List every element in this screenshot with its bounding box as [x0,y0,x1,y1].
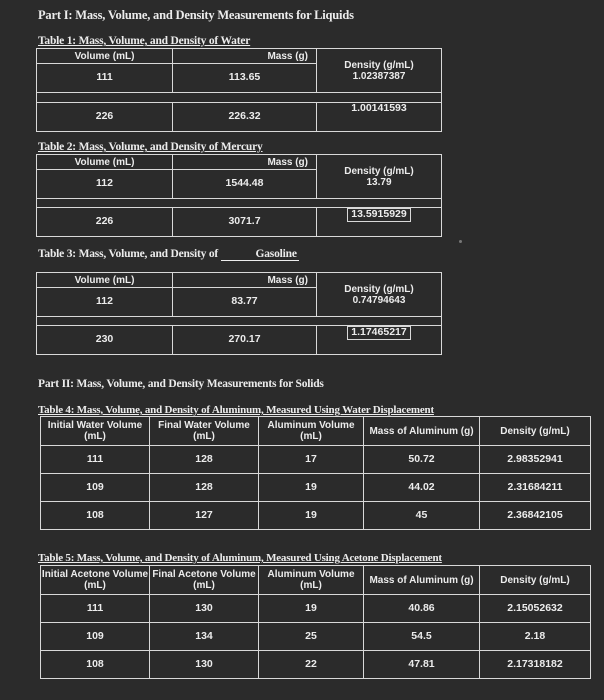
table3-mass-2: 270.17 [173,326,317,355]
table3-density-2-value: 1.17465217 [347,326,410,340]
table4-density-1: 2.98352941 [480,446,591,474]
table4-header-density: Density (g/mL) [480,417,591,446]
table5 [40,565,591,679]
table4-header-mass: Mass of Aluminum (g) [364,417,480,446]
table3-density-2 [317,326,442,355]
table4-al-volume-3: 19 [259,502,364,530]
table5-al-volume-3: 22 [259,651,364,679]
table1-mass-1: 113.65 [173,64,317,93]
table5-final-1: 130 [150,595,259,623]
table4-row [41,474,591,502]
table4-mass-3: 45 [364,502,480,530]
table4-mass-1: 50.72 [364,446,480,474]
table1-density-2: 1.00141593 [317,103,442,132]
table5-al-volume-1: 19 [259,595,364,623]
table4-final-2: 128 [150,474,259,502]
table2-header-volume: Volume (mL) [37,155,173,170]
table4 [40,416,591,530]
table2-volume-1: 112 [37,170,173,199]
table2-caption: Table 2: Mass, Volume, and Density of Mercury [38,141,263,153]
table5-caption: Table 5: Mass, Volume, and Density of Aluminum, Measured Using Acetone Displacement [38,552,442,564]
table1-header-volume: Volume (mL) [37,49,173,64]
table4-row [41,446,591,474]
table5-header-density: Density (g/mL) [480,566,591,595]
table5-header-mass: Mass of Aluminum (g) [364,566,480,595]
table5-header-final: Final Acetone Volume (mL) [150,566,259,595]
table5-density-1: 2.15052632 [480,595,591,623]
table5-final-3: 130 [150,651,259,679]
table4-final-1: 128 [150,446,259,474]
table3-mass-1: 83.77 [173,288,317,317]
table1-volume-1: 111 [37,64,173,93]
table5-initial-1: 111 [41,595,150,623]
table5-al-volume-2: 25 [259,623,364,651]
table3-header-mass: Mass (g) [173,273,317,288]
table4-header-al-volume: Aluminum Volume (mL) [259,417,364,446]
table3-caption-blank: Gasoline [221,248,299,261]
table5-row [41,623,591,651]
part2-heading: Part II: Mass, Volume, and Density Measurements for Solids [38,378,324,390]
table2-density-cell-1 [317,155,442,199]
table5-mass-3: 47.81 [364,651,480,679]
table4-header-initial: Initial Water Volume (mL) [41,417,150,446]
table3-volume-1: 112 [37,288,173,317]
table5-row [41,595,591,623]
table4-initial-2: 109 [41,474,150,502]
table5-row [41,651,591,679]
table5-density-2: 2.18 [480,623,591,651]
table2-density-1: 13.79 [366,176,392,188]
table5-mass-1: 40.86 [364,595,480,623]
table2-header-mass: Mass (g) [173,155,317,170]
table1-volume-2: 226 [37,103,173,132]
table5-header-initial: Initial Acetone Volume (mL) [41,566,150,595]
table4-density-3: 2.36842105 [480,502,591,530]
table4-caption: Table 4: Mass, Volume, and Density of Aluminum, Measured Using Water Displacement [38,404,434,416]
table4-initial-1: 111 [41,446,150,474]
table2 [36,154,442,237]
table3-volume-2: 230 [37,326,173,355]
table4-mass-2: 44.02 [364,474,480,502]
table3 [36,272,442,355]
table3-header-density: Density (g/mL) [344,283,414,295]
table2-density-2-value: 13.5915929 [347,208,410,222]
table1-caption: Table 1: Mass, Volume, and Density of Water [38,35,251,47]
table5-density-3: 2.17318182 [480,651,591,679]
table1-density-1: 1.02387387 [352,70,406,82]
table4-density-2: 2.31684211 [480,474,591,502]
table4-header-final: Final Water Volume (mL) [150,417,259,446]
table1-density-cell-1 [317,49,442,93]
table5-mass-2: 54.5 [364,623,480,651]
table2-mass-2: 3071.7 [173,208,317,237]
table2-header-density: Density (g/mL) [344,165,414,177]
table5-initial-3: 108 [41,651,150,679]
table4-al-volume-1: 17 [259,446,364,474]
table2-volume-2: 226 [37,208,173,237]
table5-header-al-volume: Aluminum Volume (mL) [259,566,364,595]
table3-header-volume: Volume (mL) [37,273,173,288]
table2-density-2 [317,208,442,237]
table1-header-mass: Mass (g) [173,49,317,64]
table1-mass-2: 226.32 [173,103,317,132]
table5-initial-2: 109 [41,623,150,651]
table4-row [41,502,591,530]
table4-initial-3: 108 [41,502,150,530]
part1-heading: Part I: Mass, Volume, and Density Measurements for Liquids [38,8,354,22]
table5-final-2: 134 [150,623,259,651]
stray-dot [459,240,462,243]
table4-al-volume-2: 19 [259,474,364,502]
table4-final-3: 127 [150,502,259,530]
table1 [36,48,442,132]
table3-density-1: 0.74794643 [352,294,406,306]
table3-density-cell-1 [317,273,442,317]
table3-caption [38,248,299,261]
table3-caption-prefix: Table 3: Mass, Volume, and Density of [38,248,219,260]
table1-header-density: Density (g/mL) [344,59,414,71]
table2-mass-1: 1544.48 [173,170,317,199]
